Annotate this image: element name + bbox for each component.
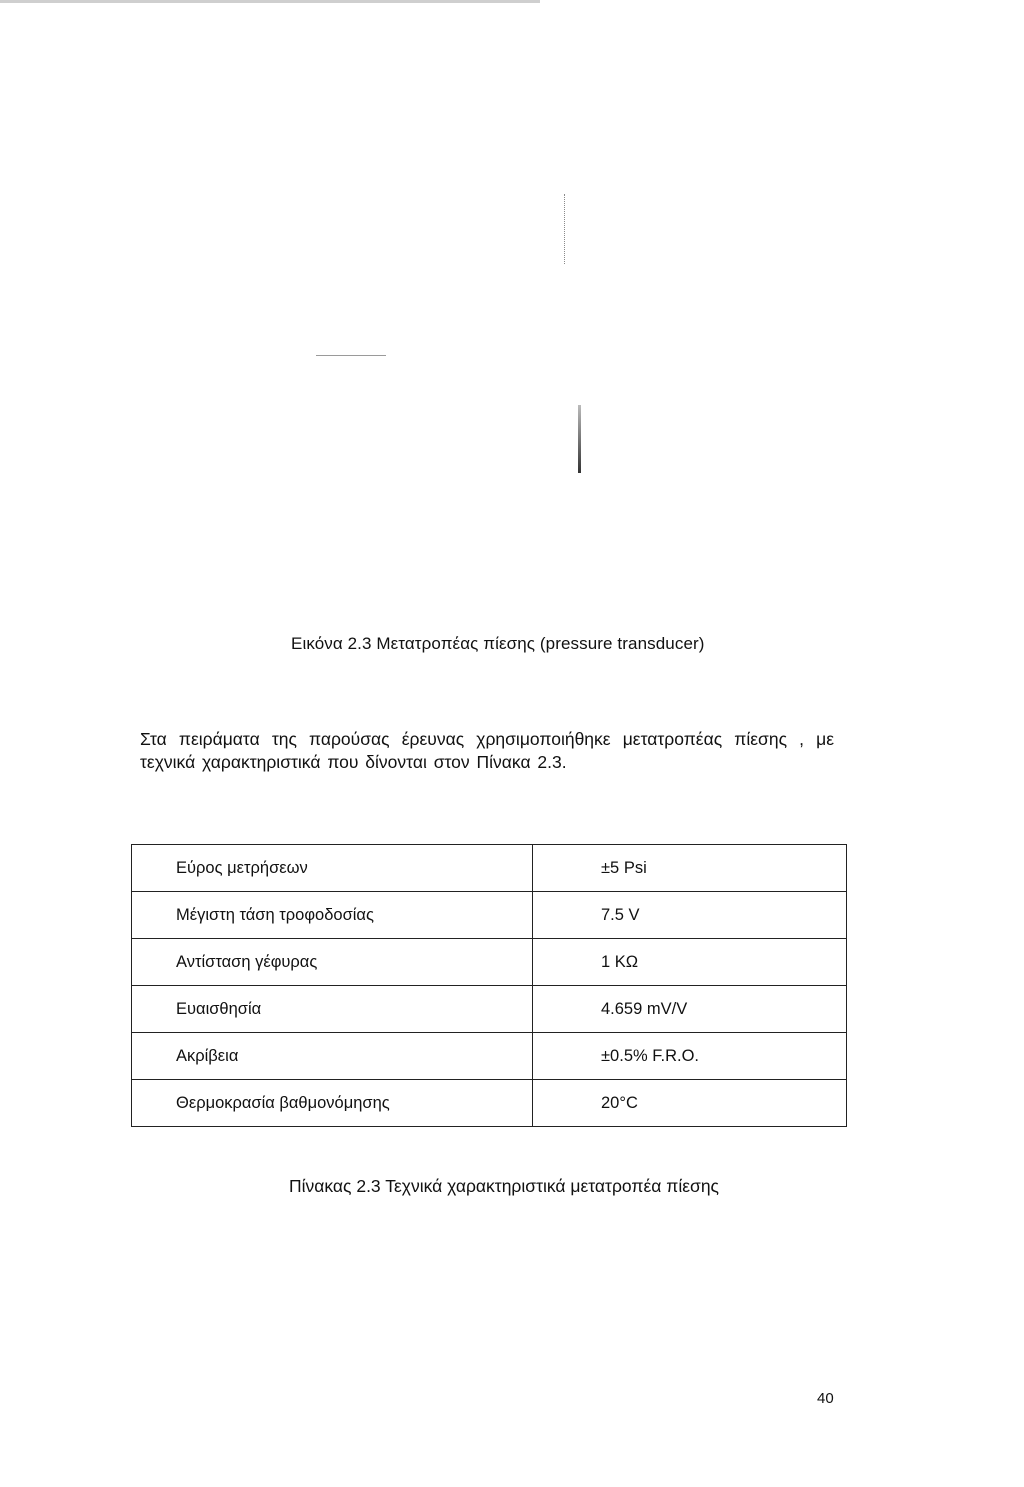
param-cell: Μέγιστη τάση τροφοδοσίας (132, 892, 533, 939)
table-row (132, 939, 847, 986)
figure-artifact-dots (564, 194, 567, 264)
page-number: 40 (817, 1390, 834, 1407)
table-row (132, 1080, 847, 1127)
param-cell: Αντίσταση γέφυρας (132, 939, 533, 986)
value-cell: ±5 Psi (533, 845, 847, 892)
table-row (132, 845, 847, 892)
value-cell: 7.5 V (533, 892, 847, 939)
figure-image-area (300, 180, 620, 480)
table-row (132, 1033, 847, 1080)
param-cell: Ακρίβεια (132, 1033, 533, 1080)
figure-artifact-mark (578, 405, 581, 473)
table-row (132, 986, 847, 1033)
table-caption: Πίνακας 2.3 Τεχνικά χαρακτηριστικά μετατροπέα πίεσης (289, 1176, 719, 1196)
body-paragraph: Στα πειράματα της παρούσας έρευνας χρησιμοποιήθηκε μετατροπέας πίεσης , με τεχνικά χαρακτηριστικά που δίνονται στον Πίνακα 2.3. (140, 729, 834, 772)
figure-caption: Εικόνα 2.3 Μετατροπέας πίεσης (pressure transducer) (291, 634, 705, 653)
param-cell: Θερμοκρασία βαθμονόμησης (132, 1080, 533, 1127)
value-cell: 1 ΚΩ (533, 939, 847, 986)
value-cell: 4.659 mV/V (533, 986, 847, 1033)
value-cell: ±0.5% F.R.O. (533, 1033, 847, 1080)
table-row (132, 892, 847, 939)
specs-table (131, 844, 847, 1127)
param-cell: Εύρος μετρήσεων (132, 845, 533, 892)
value-cell: 20°C (533, 1080, 847, 1127)
param-cell: Ευαισθησία (132, 986, 533, 1033)
figure-artifact-line (316, 355, 386, 356)
top-rule (0, 0, 540, 3)
